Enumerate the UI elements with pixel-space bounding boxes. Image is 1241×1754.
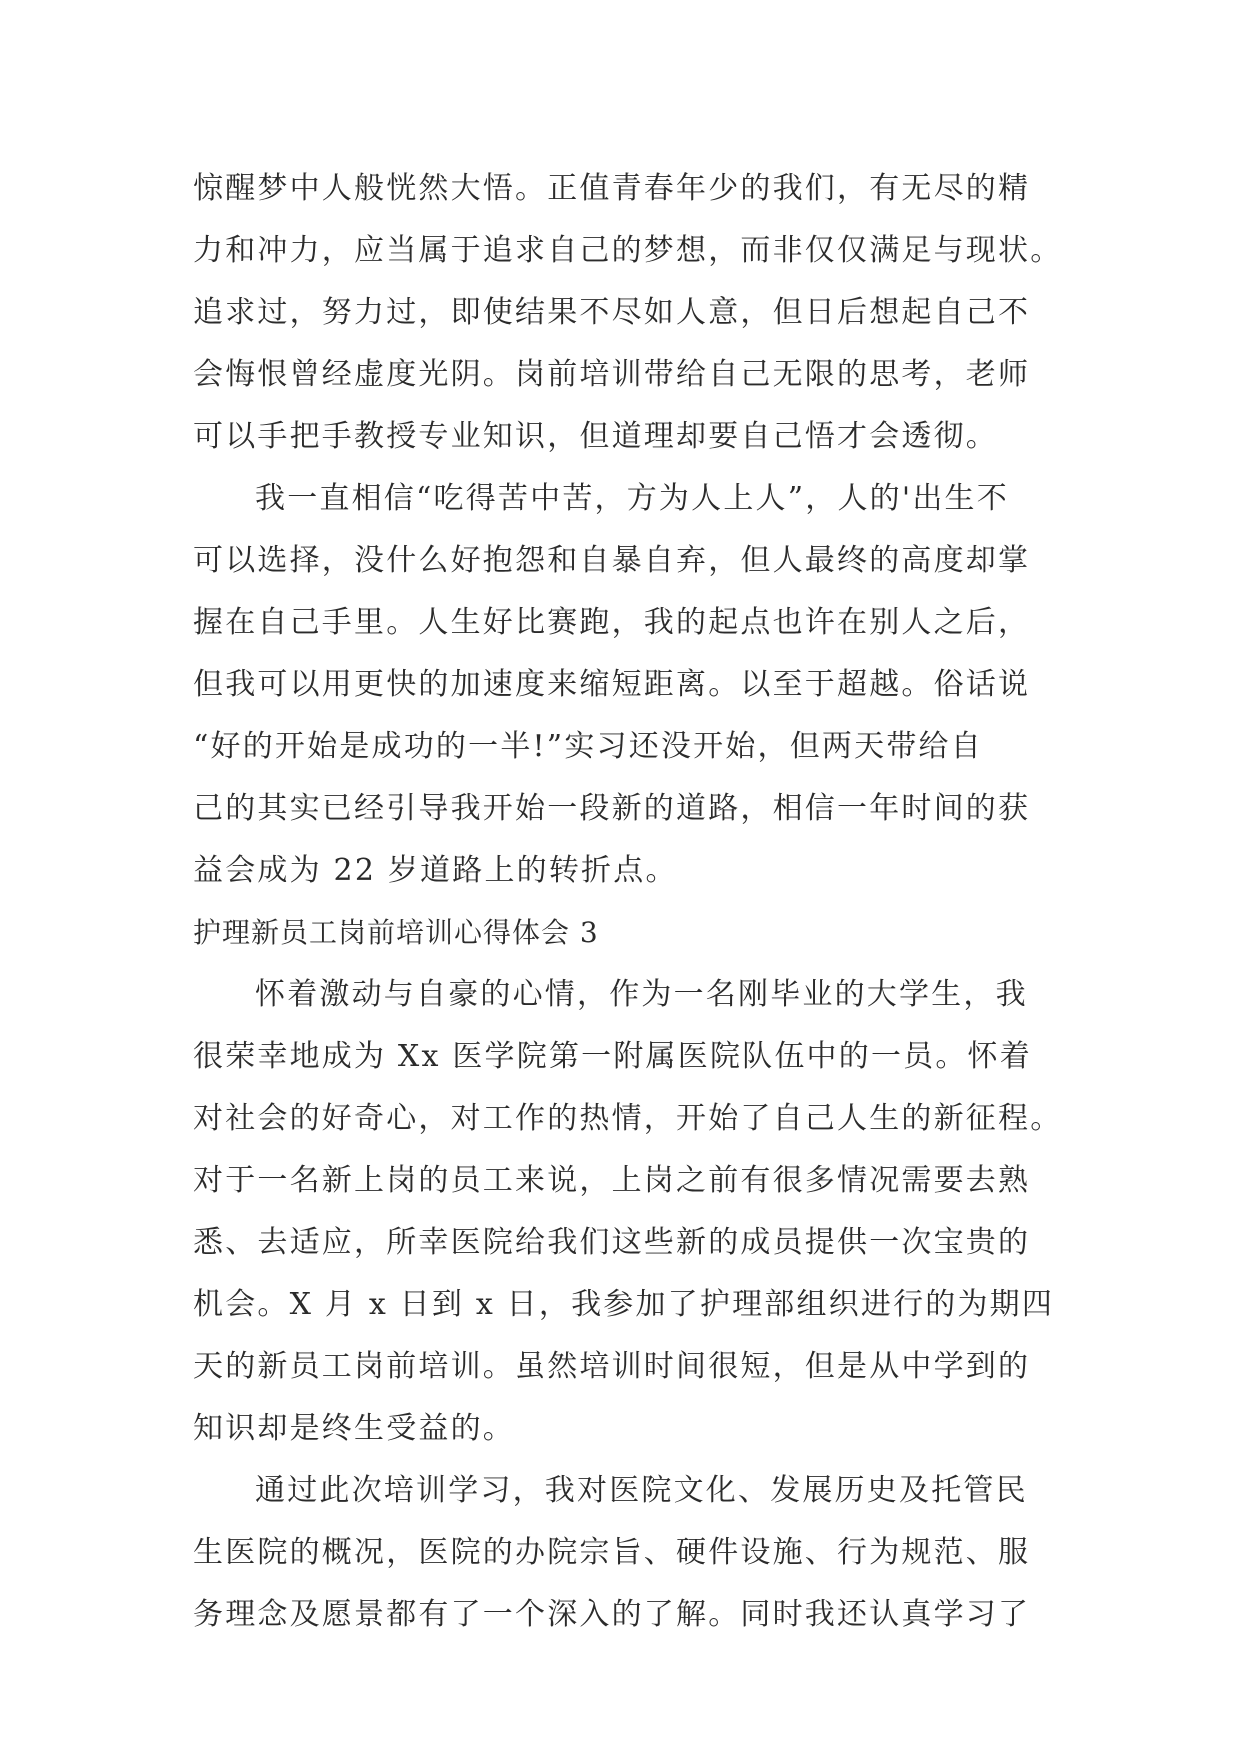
text-line: 力和冲力，应当属于追求自己的梦想，而非仅仅满足与现状。 [193, 233, 1063, 268]
text-line: 天的新员工岗前培训。虽然培训时间很短，但是从中学到的 [193, 1349, 1031, 1384]
text-line: 追求过，努力过，即使结果不尽如人意，但日后想起自己不 [193, 295, 1031, 330]
paragraph-first-line: 我一直相信“吃得苦中苦，方为人上人”，人的'出生不 [255, 481, 1009, 516]
document-body [193, 158, 1063, 1646]
text-line: 生医院的概况，医院的办院宗旨、硬件设施、行为规范、服 [193, 1535, 1031, 1570]
text-line: 握在自己手里。人生好比赛跑，我的起点也许在别人之后， [193, 605, 1031, 640]
text-line: 对社会的好奇心，对工作的热情，开始了自己人生的新征程。 [193, 1101, 1063, 1136]
text-line: 悉、去适应，所幸医院给我们这些新的成员提供一次宝贵的 [193, 1225, 1031, 1260]
text-line: 可以选择，没什么好抱怨和自暴自弃，但人最终的高度却掌 [193, 543, 1031, 578]
text-line: 可以手把手教授专业知识，但道理却要自己悟才会透彻。 [193, 419, 998, 454]
text-line: 但我可以用更快的加速度来缩短距离。以至于超越。俗话说 [193, 667, 1031, 702]
text-line: 务理念及愿景都有了一个深入的了解。同时我还认真学习了 [193, 1597, 1031, 1632]
paragraph-first-line: 通过此次培训学习，我对医院文化、发展历史及托管民 [255, 1473, 1028, 1508]
text-line: 机会。X 月 x 日到 x 日，我参加了护理部组织进行的为期四 [193, 1287, 1055, 1322]
text-line: 会悔恨曾经虚度光阴。岗前培训带给自己无限的思考，老师 [193, 357, 1031, 392]
text-line: 己的其实已经引导我开始一段新的道路，相信一年时间的获 [193, 791, 1031, 826]
text-line: 惊醒梦中人般恍然大悟。正值青春年少的我们，有无尽的精 [193, 171, 1031, 206]
text-line: 益会成为 22 岁道路上的转折点。 [193, 853, 678, 888]
text-line: 知识却是终生受益的。 [193, 1411, 515, 1446]
text-line: 对于一名新上岗的员工来说，上岗之前有很多情况需要去熟 [193, 1163, 1031, 1198]
section-heading: 护理新员工岗前培训心得体会 3 [193, 916, 599, 949]
text-line: “好的开始是成功的一半!”实习还没开始，但两天带给自 [193, 729, 983, 764]
text-line: 很荣幸地成为 Xx 医学院第一附属医院队伍中的一员。怀着 [193, 1039, 1032, 1074]
paragraph-first-line: 怀着激动与自豪的心情，作为一名刚毕业的大学生，我 [255, 977, 1028, 1012]
